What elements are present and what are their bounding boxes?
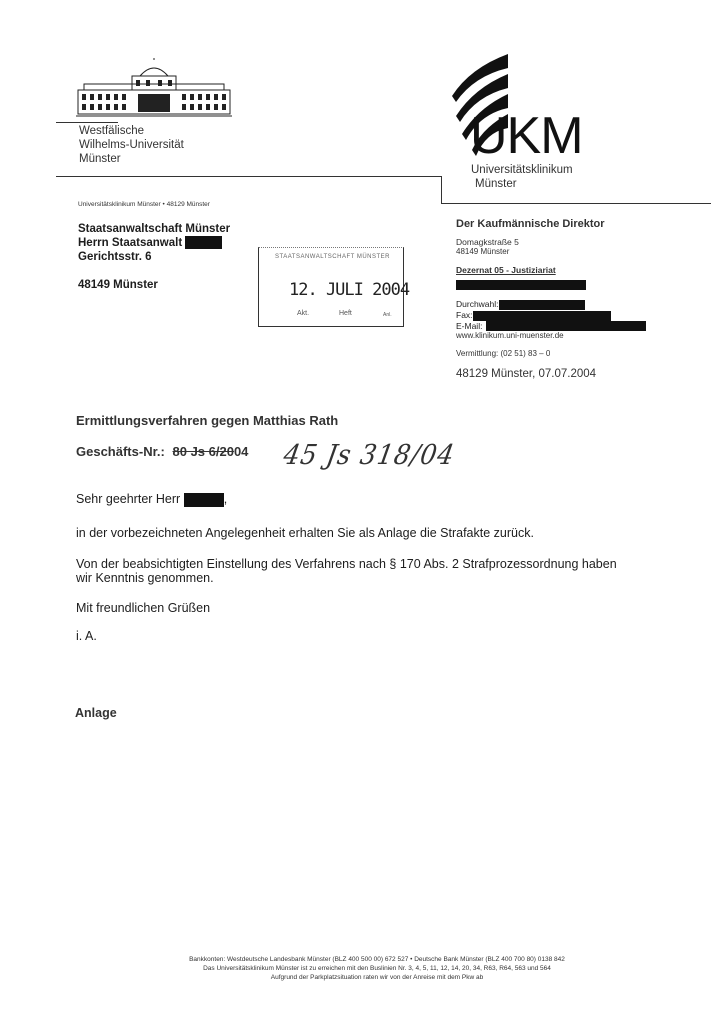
redaction-box <box>184 493 224 507</box>
university-line: Münster <box>79 153 121 165</box>
vermittlung: Vermittlung: (02 51) 83 – 0 <box>456 349 551 359</box>
handwritten-reference: 45 Js 318/04 <box>281 438 458 471</box>
footer-line: Bankkonten: Westdeutsche Landesbank Münster (BLZ 400 500 00) 672 527 • Deutsche Bank Münster (BLZ 400 700 80) 0138 842 <box>189 956 565 963</box>
signature-ia: i. A. <box>76 629 97 643</box>
recipient-title: Herrn Staatsanwalt <box>78 237 183 249</box>
email-label: E-Mail: <box>456 320 483 331</box>
recipient-line: Staatsanwaltschaft Münster <box>78 223 231 235</box>
paragraph-2-line-1: Von der beabsichtigten Einstellung des Verfahrens nach § 170 Abs. 2 Strafprozessordnung haben <box>76 557 617 571</box>
fax-row <box>456 310 696 321</box>
email-row <box>456 321 696 332</box>
fax-label: Fax: <box>456 309 473 320</box>
recipient-line: Gerichtsstr. 6 <box>78 251 152 263</box>
director-department: Dezernat 05 - Justiziariat <box>456 265 556 275</box>
reference-label: Geschäfts-Nr.: <box>76 444 165 459</box>
stamp-label-anl: Anl. <box>383 312 392 318</box>
paragraph-2-line-2: wir Kenntnis genommen. <box>76 571 214 585</box>
university-line: Wilhelms-Universität <box>79 139 184 151</box>
enclosure-label: Anlage <box>75 706 117 720</box>
reference-row <box>76 444 248 459</box>
salutation-text: Sehr geehrter Herr <box>76 492 181 506</box>
header-rule-right <box>441 203 711 204</box>
ukm-line: Münster <box>475 178 517 190</box>
ukm-line: Universitätsklinikum <box>471 164 573 176</box>
university-line: Westfälische <box>79 125 144 137</box>
closing: Mit freundlichen Grüßen <box>76 601 211 615</box>
university-name <box>79 124 184 166</box>
sender-return-line: Universitätsklinikum Münster • 48129 Münster <box>78 201 210 208</box>
stamp-date: 12. JULI 2004 <box>289 280 410 300</box>
stamp-authority: STAATSANWALTSCHAFT MÜNSTER <box>275 254 391 260</box>
footer-line: Das Universitätsklinikum Münster ist zu erreichen mit den Buslinien Nr. 3, 4, 5, 11, 12, 14, 20, 34, R63, R64, 563 und 564 <box>203 965 551 972</box>
received-stamp <box>258 247 410 327</box>
university-building-logo <box>74 58 234 120</box>
website: www.klinikum.uni-muenster.de <box>456 331 564 341</box>
recipient-line <box>78 236 230 250</box>
date-line: 48129 Münster, 07.07.2004 <box>456 368 597 381</box>
redaction-box <box>499 300 585 310</box>
redaction-box <box>486 321 646 331</box>
stamp-label-heft: Heft <box>339 310 352 317</box>
footer <box>0 955 714 982</box>
redaction-box <box>456 280 586 290</box>
recipient-line <box>78 264 230 278</box>
paragraph-1: in der vorbezeichneten Angelegenheit erhalten Sie als Anlage die Strafakte zurück. <box>76 526 534 540</box>
header-rule-vertical <box>441 176 442 204</box>
subject-line: Ermittlungsverfahren gegen Matthias Rath <box>76 413 339 428</box>
durchwahl-row <box>456 299 696 310</box>
reference-tail: 04 <box>233 444 249 459</box>
reference-struck: 80 Js 6/20 <box>172 444 234 459</box>
university-underline <box>56 122 118 123</box>
director-title: Der Kaufmännische Direktor <box>456 218 605 230</box>
recipient-address <box>78 222 230 292</box>
ukm-logo-text: UKM <box>470 107 583 165</box>
director-city: 48149 Münster <box>456 247 510 256</box>
salutation: Sehr geehrter Herr , <box>76 492 228 506</box>
recipient-line: 48149 Münster <box>78 279 158 291</box>
header-rule-left <box>56 176 442 177</box>
director-street: Domagkstraße 5 <box>456 237 519 247</box>
director-block <box>456 217 696 381</box>
ukm-name <box>471 163 573 191</box>
redaction-box <box>185 236 222 249</box>
durchwahl-label: Durchwahl: <box>456 299 499 309</box>
stamp-label-akt: Akt. <box>297 310 310 317</box>
redaction-box <box>473 311 611 321</box>
footer-line: Aufgrund der Parkplatzsituation raten wir von der Anreise mit dem Pkw ab <box>270 974 484 981</box>
